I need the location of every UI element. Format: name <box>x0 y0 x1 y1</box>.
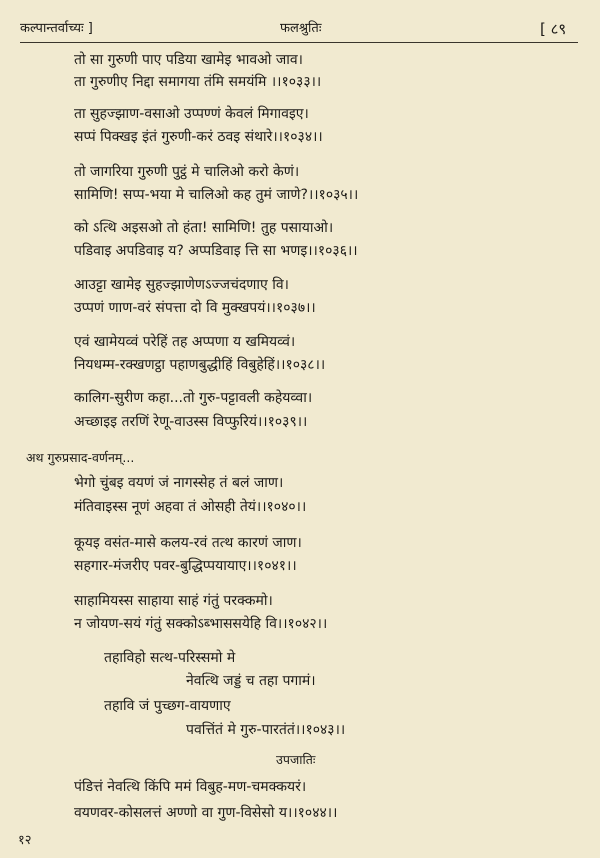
verse-1033-line2: ता गुरुणीए निद्दा समागया तंमि समयंमि ।।१०३३।। <box>74 74 322 90</box>
verse-1034-line1: ता सुहज्झाण-वसाओ उप्पण्णं केवलं मिगावइए। <box>74 106 309 122</box>
meter-label: उपजातिः <box>276 752 316 767</box>
verse-1043-line2: नेवत्थि जड्डं च तहा पगामं। <box>186 673 316 689</box>
verse-1038-line2: नियधम्म-रक्खणट्ठा पहाणबुद्धीहिं विबुहेहिं।।१०३८।। <box>74 357 326 373</box>
verse-1037-line1: आउट्टा खामेइ सुहज्झाणेणऽज्जचंदणाए वि। <box>74 277 289 293</box>
verse-1040-line2: मंतिवाइस्स नूणं अहवा तं ओसही तेयं।।१०४०।। <box>74 499 307 515</box>
verse-1036-line1: को ऽत्थि अइसओ तो हंता! सामिणि! तुह पसायाओ। <box>74 220 334 236</box>
verse-1041-line2: सहगार-मंजरीए पवर-बुद्धिप्पयायाए।।१०४१।। <box>74 558 297 574</box>
verse-1039-line1: कालिग-सुरीण कहा...तो गुरु-पट्टावली कहेयव्वा। <box>74 390 313 406</box>
verse-1043-line1: तहाविहो सत्थ-परिस्समो मे <box>104 650 236 666</box>
header-rule <box>20 42 578 43</box>
verse-1042-line2: न जोयण-सयं गंतुं सक्कोऽब्भाससयेहि वि।।१०४२।। <box>74 616 328 632</box>
verse-1035-line1: तो जागरिया गुरुणी पुट्ठं मे चालिओ करो केणं। <box>74 164 300 180</box>
verse-1039-line2: अच्छाइइ तरणिं रेणू-वाउस्स विप्फुरियं।।१०३९।। <box>74 414 308 430</box>
footer-page-number: १२ <box>18 833 32 848</box>
verse-1042-line1: साहामियस्स साहाया साहं गंतुं परक्कमो। <box>74 593 273 609</box>
verse-1038-line1: एवं खामेयव्वं परेहिं तह अप्पणा य खमियव्वं। <box>74 334 296 350</box>
verse-1037-line2: उप्पणं णाण-वरं संपत्ता दो वि मुक्खपयं।।१०३७।। <box>74 300 316 316</box>
verse-1044-line2: वयणवर-कोसलत्तं अण्णो वा गुण-विसेसो य।।१०४४।। <box>74 805 338 821</box>
verse-1040-line1: भेगो चुंबइ वयणं जं नागस्सेह तं बलं जाण। <box>74 475 284 491</box>
verse-1041-line1: कूयइ वसंत-मासे कलय-रवं तत्थ कारणं जाण। <box>74 535 302 551</box>
section-heading: अथ गुरुप्रसाद-वर्णनम्... <box>26 450 135 465</box>
verse-1035-line2: सामिणि! सप्प-भया मे चालिओ कह तुमं जाणे?।।१०३५।। <box>74 187 359 203</box>
verse-1043-line3: तहावि जं पुच्छग-वायणाए <box>104 698 231 714</box>
verse-1033-line1: तो सा गुरुणी पाए पडिया खामेइ भावओ जाव। <box>74 52 303 68</box>
running-head-center: फलश्रुतिः <box>280 21 322 36</box>
running-head-left: कल्पान्तर्वाच्यः ] <box>20 21 93 36</box>
verse-1034-line2: सप्पं पिक्खइ इंतं गुरुणी-करं ठवइ संथारे।।१०३४।। <box>74 129 323 145</box>
verse-1036-line2: पडिवाइ अपडिवाइ य? अप्पडिवाइ त्ति सा भणइ।।१०३६।। <box>74 243 358 259</box>
page-number-header: [ ८९ <box>540 20 567 38</box>
verse-1044-line1: पंडित्तं नेवत्थि किंपि ममं विबुह-मण-चमक्कयरं। <box>74 779 307 795</box>
verse-1043-line4: पवत्तिंतं मे गुरु-पारतंतं।।१०४३।। <box>186 722 346 738</box>
